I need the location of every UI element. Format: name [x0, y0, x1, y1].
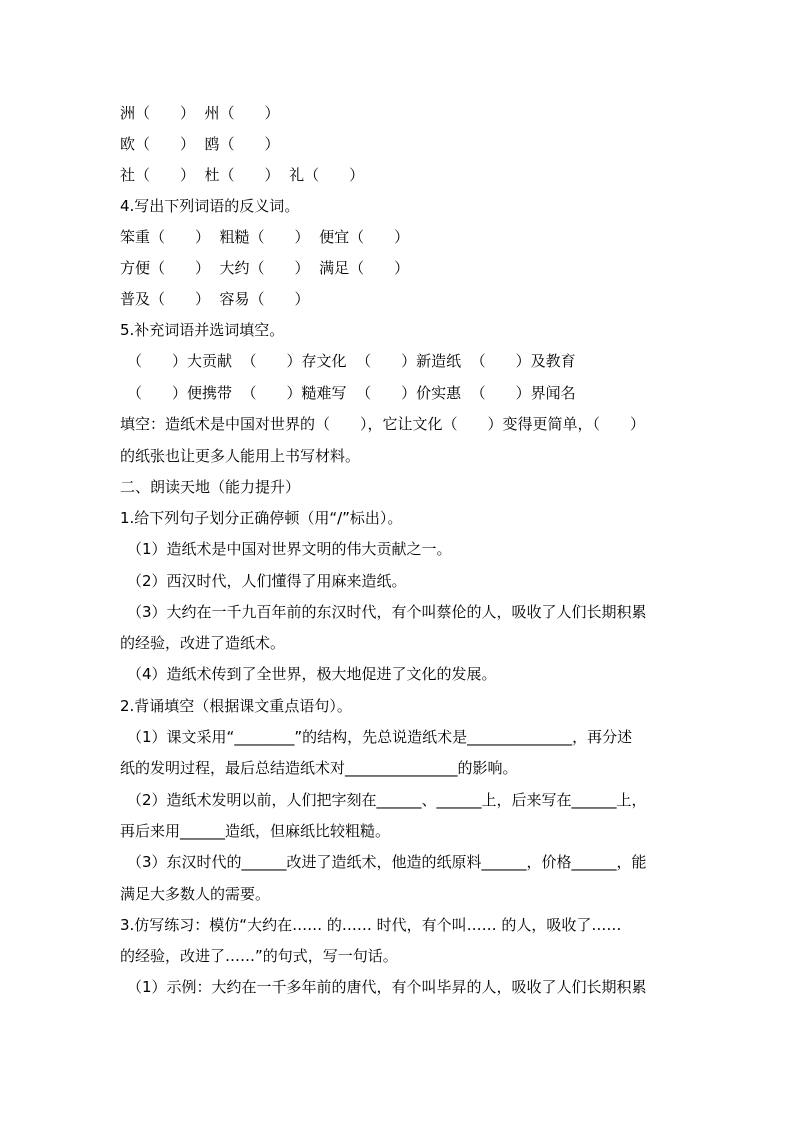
sentence-item: （3）大约在一千九百年前的东汉时代，有个叫蔡伦的人，吸收了人们长期积累	[127, 603, 647, 621]
sentence-item: （4）造纸术传到了全世界，极大地促进了文化的发展。	[127, 665, 497, 683]
example-sentence: （1）示例：大约在一千多年前的唐代，有个叫毕昇的人，吸收了人们长期积累	[127, 978, 647, 996]
recite-item: （2）造纸术发明以前，人们把字刻在______、______上，后来写在______上，	[127, 791, 647, 809]
exercise-heading: 2.背诵填空（根据课文重点语句）。	[120, 697, 352, 715]
word-fill-row: （ ）大贡献 （ ）存文化 （ ）新造纸 （ ）及教育	[127, 352, 576, 370]
recite-item: （1）课文采用“________”的结构，先总说造纸术是______________，再分述	[127, 728, 633, 746]
char-item: 欧（ ） 鸥（ ）	[120, 135, 280, 153]
exercise-heading: 4.写出下列词语的反义词。	[120, 197, 300, 215]
recite-item: 满足大多数人的需要。	[120, 885, 271, 903]
sentence-item: （1）造纸术是中国对世界文明的伟大贡献之一。	[127, 540, 452, 558]
antonym-row: 笨重（ ） 粗糙（ ） 便宜（ ）	[120, 228, 410, 246]
recite-item: 再后来用______造纸，但麻纸比较粗糙。	[120, 822, 391, 840]
recite-item: （3）东汉时代的______改进了造纸术，他造的纸原料______，价格______，能	[127, 853, 647, 871]
exercise-heading: 3.仿写练习：模仿“大约在…… 的…… 时代，有个叫…… 的人，吸收了……	[120, 916, 622, 934]
char-item: 洲（ ） 州（ ）	[120, 104, 280, 122]
char-item: 社（ ） 杜（ ） 礼（ ）	[120, 166, 365, 184]
sentence-item: 的经验，改进了造纸术。	[120, 634, 286, 652]
section-title: 二、朗读天地（能力提升）	[120, 478, 301, 496]
antonym-row: 方便（ ） 大约（ ） 满足（ ）	[120, 259, 410, 277]
exercise-heading: 5.补充词语并选词填空。	[120, 321, 285, 339]
fill-blank-text: 的纸张也让更多人能用上书写材料。	[120, 447, 361, 465]
antonym-row: 普及（ ） 容易（ ）	[120, 290, 310, 308]
fill-blank-text: 填空：造纸术是中国对世界的（ ），它让文化（ ）变得更简单，（ ）	[120, 415, 646, 433]
exercise-heading: 的经验，改进了……”的句式，写一句话。	[120, 947, 398, 965]
exercise-heading: 1.给下列句子划分正确停顿（用“/”标出）。	[120, 509, 403, 527]
sentence-item: （2）西汉时代，人们懂得了用麻来造纸。	[127, 572, 407, 590]
recite-item: 纸的发明过程，最后总结造纸术对_______________的影响。	[120, 759, 518, 777]
word-fill-row: （ ）便携带 （ ）糙难写 （ ）价实惠 （ ）界闻名	[127, 384, 576, 402]
